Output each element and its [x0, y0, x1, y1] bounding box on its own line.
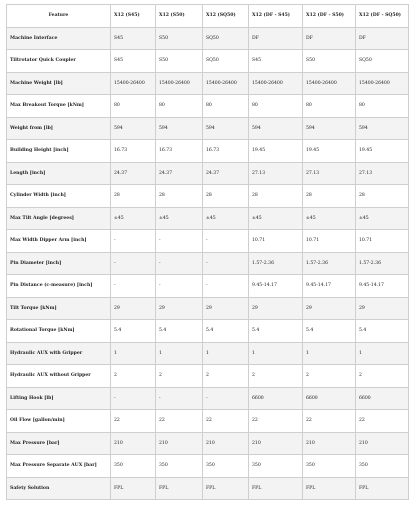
table-row: [7, 252, 409, 275]
table-row: [7, 207, 409, 230]
value-cell-s50: 22: [156, 410, 203, 433]
value-cell-df-s50: 29: [303, 297, 356, 320]
value-cell-s50: 2: [156, 365, 203, 388]
value-cell-s45: 594: [111, 117, 156, 140]
value-cell-sq50: 24.37: [203, 162, 249, 185]
value-cell-s45: -: [111, 252, 156, 275]
value-cell-df-s45: 210: [249, 432, 303, 455]
value-cell-df-sq50: 1.57-2.36: [356, 252, 409, 275]
table-row: [7, 117, 409, 140]
value-cell-df-s45: 594: [249, 117, 303, 140]
value-cell-sq50: 1: [203, 342, 249, 365]
value-cell-df-s50: 210: [303, 432, 356, 455]
value-cell-sq50: SQ50: [203, 27, 249, 50]
feature-cell: Hydraulic AUX with Gripper: [7, 342, 111, 365]
value-cell-s45: S45: [111, 27, 156, 50]
value-cell-sq50: 2: [203, 365, 249, 388]
value-cell-s45: ±45: [111, 207, 156, 230]
header-row: [7, 5, 409, 28]
value-cell-df-s50: 15400-26400: [303, 72, 356, 95]
value-cell-df-s45: 19.45: [249, 140, 303, 163]
value-cell-df-sq50: 210: [356, 432, 409, 455]
value-cell-s50: 80: [156, 95, 203, 118]
value-cell-df-s50: 22: [303, 410, 356, 433]
value-cell-s50: S50: [156, 27, 203, 50]
feature-cell: Oil Flow [gallon/min]: [7, 410, 111, 433]
value-cell-df-s50: 6600: [303, 387, 356, 410]
value-cell-df-s50: 594: [303, 117, 356, 140]
column-header-feature: Feature: [7, 5, 111, 28]
value-cell-df-sq50: ±45: [356, 207, 409, 230]
value-cell-s45: 22: [111, 410, 156, 433]
value-cell-s50: -: [156, 230, 203, 253]
value-cell-s50: ±45: [156, 207, 203, 230]
table-row: [7, 477, 409, 500]
column-header-df-sq50: X12 (DF - SQ50): [356, 5, 409, 28]
value-cell-s45: 24.37: [111, 162, 156, 185]
column-header-df-s45: X12 (DF - S45): [249, 5, 303, 28]
value-cell-df-s45: DF: [249, 27, 303, 50]
value-cell-df-sq50: 6600: [356, 387, 409, 410]
table-row: [7, 432, 409, 455]
value-cell-s50: 15400-26400: [156, 72, 203, 95]
column-header-s45: X12 (S45): [111, 5, 156, 28]
value-cell-df-s50: DF: [303, 27, 356, 50]
value-cell-s45: 29: [111, 297, 156, 320]
value-cell-df-s45: FPL: [249, 477, 303, 500]
value-cell-df-s45: 1.57-2.36: [249, 252, 303, 275]
value-cell-df-s45: 22: [249, 410, 303, 433]
value-cell-sq50: 210: [203, 432, 249, 455]
feature-cell: Pin Diameter [inch]: [7, 252, 111, 275]
feature-cell: Max Breakout Torque [kNm]: [7, 95, 111, 118]
feature-cell: Weight from [lb]: [7, 117, 111, 140]
table-row: [7, 410, 409, 433]
value-cell-sq50: 350: [203, 455, 249, 478]
value-cell-s50: -: [156, 252, 203, 275]
value-cell-df-s50: S50: [303, 50, 356, 73]
value-cell-df-s45: 10.71: [249, 230, 303, 253]
value-cell-df-s50: 5.4: [303, 320, 356, 343]
feature-cell: Safety Solution: [7, 477, 111, 500]
value-cell-sq50: 16.73: [203, 140, 249, 163]
value-cell-sq50: 29: [203, 297, 249, 320]
feature-cell: Max Pressure [bar]: [7, 432, 111, 455]
value-cell-s50: 1: [156, 342, 203, 365]
value-cell-df-sq50: 10.71: [356, 230, 409, 253]
feature-cell: Tiltrotator Quick Coupler: [7, 50, 111, 73]
value-cell-sq50: 80: [203, 95, 249, 118]
column-header-sq50: X12 (SQ50): [203, 5, 249, 28]
value-cell-df-sq50: 19.45: [356, 140, 409, 163]
value-cell-s45: 16.73: [111, 140, 156, 163]
value-cell-sq50: -: [203, 275, 249, 298]
value-cell-s45: 350: [111, 455, 156, 478]
value-cell-sq50: 22: [203, 410, 249, 433]
value-cell-df-sq50: SQ50: [356, 50, 409, 73]
value-cell-df-sq50: 29: [356, 297, 409, 320]
value-cell-s45: 28: [111, 185, 156, 208]
value-cell-df-s50: 1: [303, 342, 356, 365]
value-cell-df-s45: 2: [249, 365, 303, 388]
value-cell-s45: -: [111, 387, 156, 410]
table-row: [7, 95, 409, 118]
value-cell-df-s50: 10.71: [303, 230, 356, 253]
spec-table: [6, 4, 409, 500]
value-cell-s45: 210: [111, 432, 156, 455]
value-cell-s50: FPL: [156, 477, 203, 500]
value-cell-df-sq50: 80: [356, 95, 409, 118]
value-cell-df-sq50: 9.45-14.17: [356, 275, 409, 298]
value-cell-df-s45: 6600: [249, 387, 303, 410]
value-cell-s45: 1: [111, 342, 156, 365]
feature-cell: Tilt Torque [kNm]: [7, 297, 111, 320]
value-cell-df-s45: 350: [249, 455, 303, 478]
column-header-df-s50: X12 (DF - S50): [303, 5, 356, 28]
value-cell-s50: 29: [156, 297, 203, 320]
feature-cell: Max Tilt Angle [degrees]: [7, 207, 111, 230]
value-cell-df-s50: ±45: [303, 207, 356, 230]
table-row: [7, 72, 409, 95]
value-cell-s50: 594: [156, 117, 203, 140]
value-cell-sq50: 594: [203, 117, 249, 140]
table-row: [7, 320, 409, 343]
table-row: [7, 27, 409, 50]
value-cell-df-s45: 27.13: [249, 162, 303, 185]
value-cell-s45: 2: [111, 365, 156, 388]
value-cell-s50: 350: [156, 455, 203, 478]
value-cell-sq50: -: [203, 387, 249, 410]
value-cell-s45: FPL: [111, 477, 156, 500]
value-cell-df-s45: 80: [249, 95, 303, 118]
spec-table-container: [6, 4, 408, 500]
table-row: [7, 342, 409, 365]
feature-cell: Hydraulic AUX without Gripper: [7, 365, 111, 388]
value-cell-df-s45: 28: [249, 185, 303, 208]
table-row: [7, 230, 409, 253]
feature-cell: Length [inch]: [7, 162, 111, 185]
table-row: [7, 387, 409, 410]
value-cell-s45: 80: [111, 95, 156, 118]
feature-cell: Pin Distance (c-measure) [inch]: [7, 275, 111, 298]
table-row: [7, 275, 409, 298]
value-cell-sq50: 5.4: [203, 320, 249, 343]
value-cell-df-s50: 28: [303, 185, 356, 208]
value-cell-df-s45: 1: [249, 342, 303, 365]
value-cell-df-sq50: 1: [356, 342, 409, 365]
value-cell-df-sq50: 5.4: [356, 320, 409, 343]
value-cell-sq50: ±45: [203, 207, 249, 230]
table-row: [7, 455, 409, 478]
column-header-s50: X12 (S50): [156, 5, 203, 28]
value-cell-s50: S50: [156, 50, 203, 73]
value-cell-s50: 28: [156, 185, 203, 208]
value-cell-s50: -: [156, 387, 203, 410]
table-row: [7, 140, 409, 163]
value-cell-s50: 210: [156, 432, 203, 455]
value-cell-df-sq50: DF: [356, 27, 409, 50]
value-cell-df-s50: FPL: [303, 477, 356, 500]
spec-table-body: [7, 27, 409, 500]
value-cell-s45: -: [111, 230, 156, 253]
value-cell-sq50: 28: [203, 185, 249, 208]
value-cell-s50: 5.4: [156, 320, 203, 343]
value-cell-s50: -: [156, 275, 203, 298]
feature-cell: Machine Interface: [7, 27, 111, 50]
value-cell-df-sq50: 594: [356, 117, 409, 140]
value-cell-df-s45: ±45: [249, 207, 303, 230]
value-cell-df-s45: 9.45-14.17: [249, 275, 303, 298]
value-cell-df-s50: 1.57-2.36: [303, 252, 356, 275]
value-cell-s45: -: [111, 275, 156, 298]
value-cell-df-s50: 19.45: [303, 140, 356, 163]
table-row: [7, 297, 409, 320]
value-cell-df-s45: 5.4: [249, 320, 303, 343]
value-cell-sq50: -: [203, 252, 249, 275]
feature-cell: Rotational Torque [kNm]: [7, 320, 111, 343]
value-cell-sq50: FPL: [203, 477, 249, 500]
value-cell-df-s50: 2: [303, 365, 356, 388]
value-cell-sq50: 15400-26400: [203, 72, 249, 95]
value-cell-df-s50: 27.13: [303, 162, 356, 185]
value-cell-df-s50: 80: [303, 95, 356, 118]
feature-cell: Building Height [inch]: [7, 140, 111, 163]
table-row: [7, 185, 409, 208]
value-cell-sq50: -: [203, 230, 249, 253]
table-row: [7, 50, 409, 73]
feature-cell: Max Pressure Separate AUX [bar]: [7, 455, 111, 478]
value-cell-s50: 16.73: [156, 140, 203, 163]
spec-table-header: [7, 5, 409, 28]
value-cell-df-sq50: FPL: [356, 477, 409, 500]
value-cell-df-s50: 350: [303, 455, 356, 478]
feature-cell: Lifting Hook [lb]: [7, 387, 111, 410]
value-cell-df-s45: 15400-26400: [249, 72, 303, 95]
value-cell-df-s45: S45: [249, 50, 303, 73]
value-cell-s50: 24.37: [156, 162, 203, 185]
value-cell-df-sq50: 15400-26400: [356, 72, 409, 95]
value-cell-sq50: SQ50: [203, 50, 249, 73]
value-cell-df-sq50: 350: [356, 455, 409, 478]
value-cell-s45: S45: [111, 50, 156, 73]
feature-cell: Max Width Dipper Arm [inch]: [7, 230, 111, 253]
feature-cell: Cylinder Width [inch]: [7, 185, 111, 208]
value-cell-s45: 5.4: [111, 320, 156, 343]
table-row: [7, 162, 409, 185]
value-cell-df-sq50: 22: [356, 410, 409, 433]
value-cell-df-sq50: 2: [356, 365, 409, 388]
value-cell-df-s45: 29: [249, 297, 303, 320]
value-cell-s45: 15400-26400: [111, 72, 156, 95]
table-row: [7, 365, 409, 388]
feature-cell: Machine Weight [lb]: [7, 72, 111, 95]
value-cell-df-s50: 9.45-14.17: [303, 275, 356, 298]
value-cell-df-sq50: 28: [356, 185, 409, 208]
value-cell-df-sq50: 27.13: [356, 162, 409, 185]
